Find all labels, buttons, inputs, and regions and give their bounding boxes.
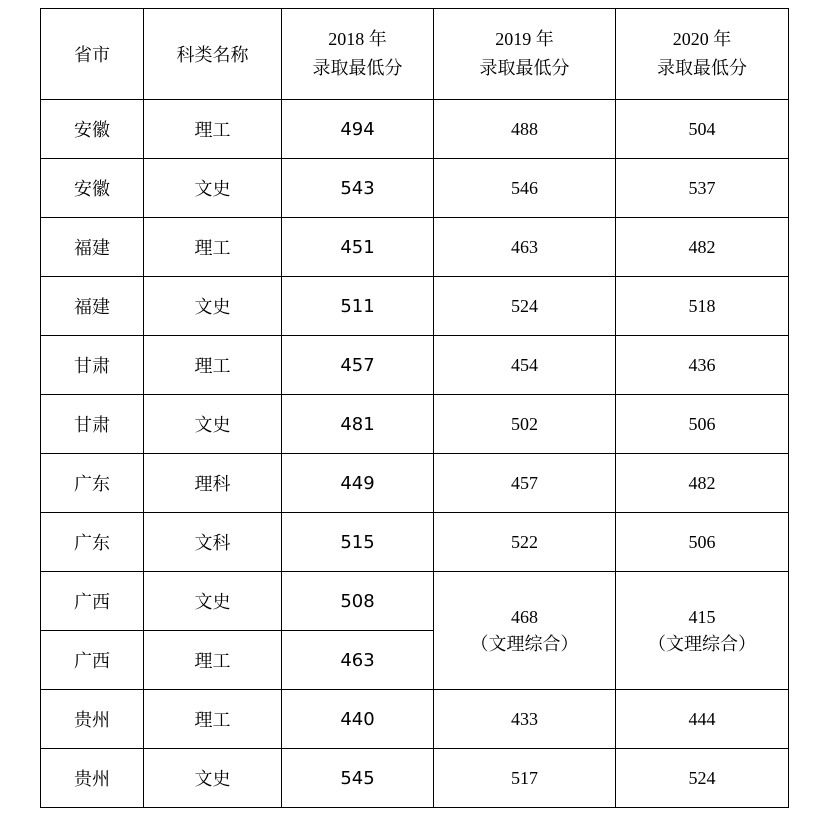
cell-province: 贵州 — [41, 749, 144, 808]
cell-province: 安徽 — [41, 100, 144, 159]
cell-score-2019: 522 — [434, 513, 616, 572]
cell-province: 福建 — [41, 277, 144, 336]
cell-category: 文科 — [144, 513, 282, 572]
merged-note-2020: （文理综合） — [648, 633, 756, 655]
cell-score-2019: 457 — [434, 454, 616, 513]
table-row — [41, 749, 789, 808]
table-row — [41, 395, 789, 454]
cell-score-2018: 508 — [282, 572, 434, 631]
header-2018 — [282, 9, 434, 100]
cell-score-2020: 436 — [616, 336, 789, 395]
cell-province: 甘肃 — [41, 395, 144, 454]
cell-category: 文史 — [144, 572, 282, 631]
cell-score-2020: 524 — [616, 749, 789, 808]
table-row — [41, 100, 789, 159]
header-2018-label: 录取最低分 — [312, 58, 403, 79]
cell-category: 理工 — [144, 631, 282, 690]
table-row — [41, 277, 789, 336]
cell-score-2018: 543 — [282, 159, 434, 218]
header-2019-label: 录取最低分 — [479, 58, 570, 79]
header-row — [41, 9, 789, 100]
cell-score-2019: 463 — [434, 218, 616, 277]
cell-province: 广西 — [41, 631, 144, 690]
cell-score-2020: 506 — [616, 513, 789, 572]
table-row — [41, 572, 789, 631]
cell-province: 福建 — [41, 218, 144, 277]
table-row — [41, 218, 789, 277]
cell-score-2018: 457 — [282, 336, 434, 395]
cell-score-2019: 488 — [434, 100, 616, 159]
cell-score-2019: 454 — [434, 336, 616, 395]
cell-score-2018: 440 — [282, 690, 434, 749]
cell-category: 理工 — [144, 218, 282, 277]
header-2019 — [434, 9, 616, 100]
table-row — [41, 690, 789, 749]
cell-category: 文史 — [144, 159, 282, 218]
table-row — [41, 513, 789, 572]
cell-score-2019: 517 — [434, 749, 616, 808]
merged-score-2019: 468 — [511, 606, 538, 627]
header-category: 科类名称 — [144, 9, 282, 100]
table-row — [41, 454, 789, 513]
cell-score-2020: 506 — [616, 395, 789, 454]
cell-province: 贵州 — [41, 690, 144, 749]
cell-category: 理工 — [144, 100, 282, 159]
cell-score-2020: 518 — [616, 277, 789, 336]
cell-score-2020: 482 — [616, 218, 789, 277]
cell-score-2019: 433 — [434, 690, 616, 749]
cell-category: 理工 — [144, 690, 282, 749]
cell-score-2018: 451 — [282, 218, 434, 277]
cell-score-2018: 481 — [282, 395, 434, 454]
cell-province: 广东 — [41, 513, 144, 572]
cell-score-2020: 537 — [616, 159, 789, 218]
cell-score-2020: 482 — [616, 454, 789, 513]
cell-category: 文史 — [144, 277, 282, 336]
header-2020-label: 录取最低分 — [657, 58, 747, 79]
cell-province: 甘肃 — [41, 336, 144, 395]
cell-score-2019: 502 — [434, 395, 616, 454]
cell-province: 广西 — [41, 572, 144, 631]
header-2020-year: 2020 年 — [672, 29, 732, 49]
cell-score-2018: 449 — [282, 454, 434, 513]
cell-score-2019: 546 — [434, 159, 616, 218]
cell-score-2018: 515 — [282, 513, 434, 572]
cell-province: 广东 — [41, 454, 144, 513]
cell-score-2019: 524 — [434, 277, 616, 336]
table-row — [41, 336, 789, 395]
cell-score-2018: 494 — [282, 100, 434, 159]
cell-province: 安徽 — [41, 159, 144, 218]
cell-score-2018: 463 — [282, 631, 434, 690]
cell-category: 文史 — [144, 395, 282, 454]
header-2020 — [616, 9, 789, 100]
table-row — [41, 159, 789, 218]
cell-category: 理科 — [144, 454, 282, 513]
cell-score-2018: 511 — [282, 277, 434, 336]
admission-scores-table — [40, 8, 789, 808]
cell-score-2020: 444 — [616, 690, 789, 749]
merged-note-2019: （文理综合） — [470, 633, 579, 655]
cell-score-2019-merged — [434, 572, 616, 690]
header-2018-year: 2018 年 — [328, 29, 387, 49]
cell-category: 理工 — [144, 336, 282, 395]
header-2019-year: 2019 年 — [495, 29, 554, 49]
merged-score-2020: 415 — [688, 606, 716, 627]
cell-score-2020: 504 — [616, 100, 789, 159]
cell-category: 文史 — [144, 749, 282, 808]
cell-score-2018: 545 — [282, 749, 434, 808]
header-province: 省市 — [41, 9, 144, 100]
cell-score-2020-merged — [616, 572, 789, 690]
